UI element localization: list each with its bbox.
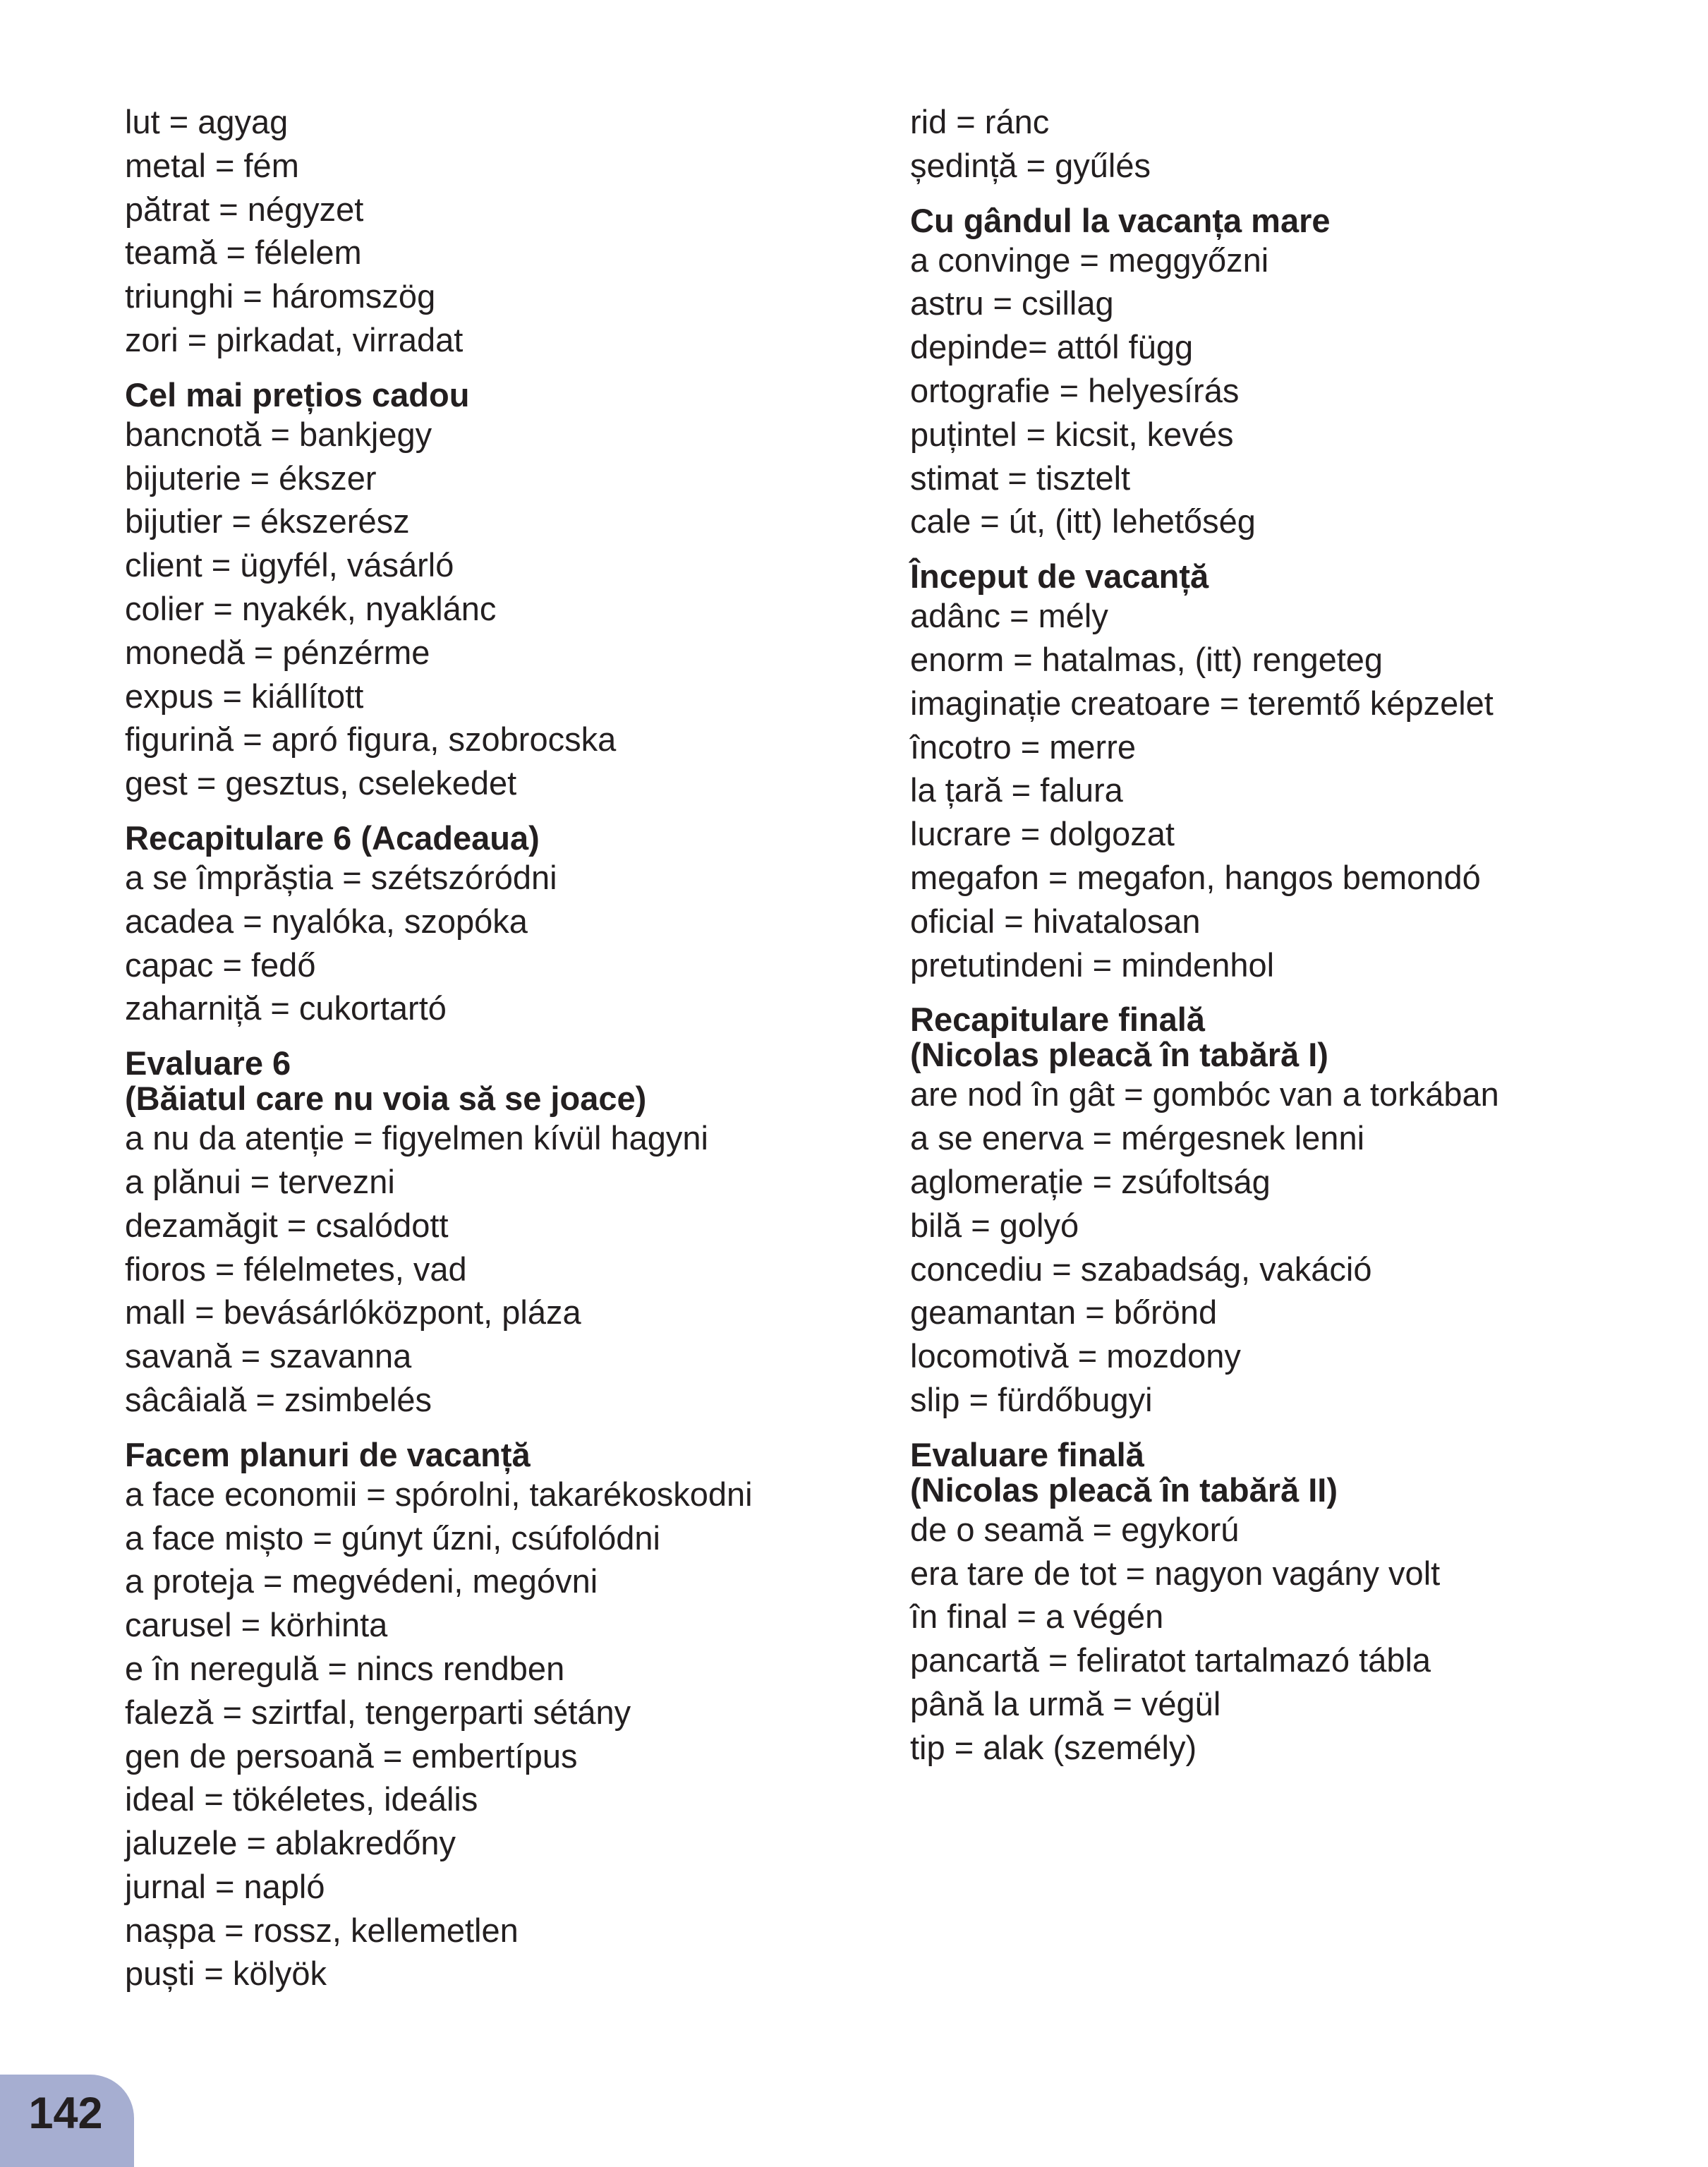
glossary-section	[125, 821, 873, 1030]
section-heading: Evaluare finală (Nicolas pleacă în tabără II)	[910, 1435, 1338, 1509]
glossary-entry: a nu da atenție = figyelmen kívül hagyni	[125, 1119, 708, 1157]
glossary-entry: tip = alak (személy)	[910, 1728, 1197, 1766]
glossary-entry: savană = szavanna	[125, 1337, 412, 1375]
glossary-entry: monedă = pénzérme	[125, 633, 430, 671]
glossary-entry: oficial = hivatalosan	[910, 902, 1201, 940]
section-heading: Evaluare 6 (Băiatul care nu voia să se joace)	[125, 1044, 647, 1118]
glossary-entry: a proteja = megvédeni, megóvni	[125, 1562, 598, 1600]
glossary-entry: imaginație creatoare = teremtő képzelet	[910, 684, 1494, 722]
glossary-entry: adânc = mély	[910, 597, 1108, 635]
glossary-section	[910, 203, 1658, 544]
glossary-entry: a convinge = meggyőzni	[910, 241, 1269, 279]
glossary-entry: acadea = nyalóka, szopóka	[125, 902, 528, 940]
glossary-entry: pancartă = feliratot tartalmazó tábla	[910, 1641, 1431, 1679]
glossary-entry: megafon = megafon, hangos bemondó	[910, 858, 1481, 896]
glossary-entry: bijuterie = ékszer	[125, 459, 377, 497]
glossary-entry: fioros = félelmetes, vad	[125, 1250, 467, 1288]
glossary-entry: a face economii = spórolni, takarékoskodni	[125, 1475, 753, 1513]
glossary-entry: gen de persoană = embertípus	[125, 1737, 578, 1775]
glossary-entry: ortografie = helyesírás	[910, 371, 1240, 409]
glossary-entry: în final = a végén	[910, 1598, 1164, 1636]
glossary-entry: colier = nyakék, nyaklánc	[125, 589, 497, 627]
glossary-section	[125, 1046, 873, 1422]
glossary-entry: ideal = tökéletes, ideális	[125, 1780, 478, 1818]
glossary-entry: era tare de tot = nagyon vagány volt	[910, 1554, 1441, 1592]
glossary-entry: de o seamă = egykorú	[910, 1510, 1240, 1548]
glossary-section	[125, 100, 873, 362]
glossary-section	[125, 1437, 873, 1996]
glossary-entry: aglomerație = zsúfoltság	[910, 1162, 1271, 1200]
glossary-entry: teamă = félelem	[125, 234, 362, 272]
glossary-entry: e în neregulă = nincs rendben	[125, 1649, 565, 1687]
glossary-entry: la țară = falura	[910, 771, 1123, 809]
section-heading: Recapitulare 6 (Acadeaua)	[125, 819, 540, 857]
glossary-entry: capac = fedő	[125, 946, 316, 984]
glossary-entry: lut = agyag	[125, 103, 289, 140]
glossary-section	[910, 1002, 1658, 1421]
glossary-section	[910, 100, 1658, 188]
section-heading: Facem planuri de vacanță	[125, 1435, 531, 1473]
glossary-entry: încotro = merre	[910, 728, 1136, 766]
section-heading: Cel mai prețios cadou	[125, 375, 470, 414]
glossary-entry: a face mișto = gúnyt űzni, csúfolódni	[125, 1519, 660, 1557]
glossary-entry: enorm = hatalmas, (itt) rengeteg	[910, 640, 1383, 678]
glossary-entry: a se împrăștia = szétszóródni	[125, 858, 557, 896]
glossary-entry: a plănui = tervezni	[125, 1162, 395, 1200]
glossary-left-column	[125, 100, 873, 2011]
glossary-entry: expus = kiállított	[125, 677, 364, 715]
glossary-entry: sâcâială = zsimbelés	[125, 1380, 432, 1418]
glossary-entry: jaluzele = ablakredőny	[125, 1824, 456, 1862]
glossary-entry: jurnal = napló	[125, 1867, 325, 1905]
glossary-entry: geamantan = bőrönd	[910, 1293, 1218, 1332]
glossary-entry: faleză = szirtfal, tengerparti sétány	[125, 1693, 631, 1731]
glossary-section	[910, 1437, 1658, 1770]
glossary-entry: figurină = apró figura, szobrocska	[125, 720, 617, 759]
glossary-entry: a se enerva = mérgesnek lenni	[910, 1119, 1365, 1157]
glossary-entry: pătrat = négyzet	[125, 190, 364, 228]
glossary-entry: nașpa = rossz, kellemetlen	[125, 1911, 519, 1949]
glossary-entry: rid = ránc	[910, 103, 1050, 140]
glossary-entry: ședință = gyűlés	[910, 146, 1151, 184]
glossary-entry: pretutindeni = mindenhol	[910, 946, 1275, 984]
glossary-entry: bijutier = ékszerész	[125, 502, 410, 541]
glossary-entry: gest = gesztus, cselekedet	[125, 764, 517, 802]
glossary-entry: zaharniță = cukortartó	[125, 989, 447, 1027]
glossary-entry: stimat = tisztelt	[910, 459, 1131, 497]
glossary-entry: mall = bevásárlóközpont, pláza	[125, 1293, 581, 1332]
glossary-section	[125, 375, 873, 805]
glossary-entry: carusel = körhinta	[125, 1606, 388, 1644]
glossary-entry: triunghi = háromszög	[125, 277, 436, 315]
glossary-entry: puști = kölyök	[125, 1955, 327, 1993]
section-heading: Început de vacanță	[910, 557, 1209, 596]
glossary-entry: locomotivă = mozdony	[910, 1337, 1241, 1375]
glossary-entry: slip = fürdőbugyi	[910, 1380, 1153, 1418]
section-heading: Cu gândul la vacanța mare	[910, 201, 1331, 239]
glossary-entry: bilă = golyó	[910, 1206, 1079, 1244]
glossary-entry: metal = fém	[125, 146, 299, 184]
glossary-entry: depinde= attól függ	[910, 328, 1194, 366]
glossary-entry: lucrare = dolgozat	[910, 815, 1175, 853]
glossary-entry: dezamăgit = csalódott	[125, 1206, 449, 1244]
glossary-entry: cale = út, (itt) lehetőség	[910, 502, 1256, 541]
glossary-entry: puțintel = kicsit, kevés	[910, 415, 1234, 453]
glossary-entry: bancnotă = bankjegy	[125, 415, 432, 453]
glossary-entry: client = ügyfél, vásárló	[125, 546, 454, 584]
glossary-entry: concediu = szabadság, vakáció	[910, 1250, 1372, 1288]
glossary-entry: astru = csillag	[910, 284, 1114, 322]
page-number: 142	[0, 2075, 134, 2167]
glossary-section	[910, 559, 1658, 986]
glossary-entry: are nod în gât = gombóc van a torkában	[910, 1075, 1499, 1113]
glossary-entry: zori = pirkadat, virradat	[125, 320, 464, 358]
section-heading: Recapitulare finală (Nicolas pleacă în tabără I)	[910, 1001, 1328, 1074]
glossary-right-column	[910, 100, 1658, 1785]
glossary-entry: până la urmă = végül	[910, 1684, 1221, 1722]
